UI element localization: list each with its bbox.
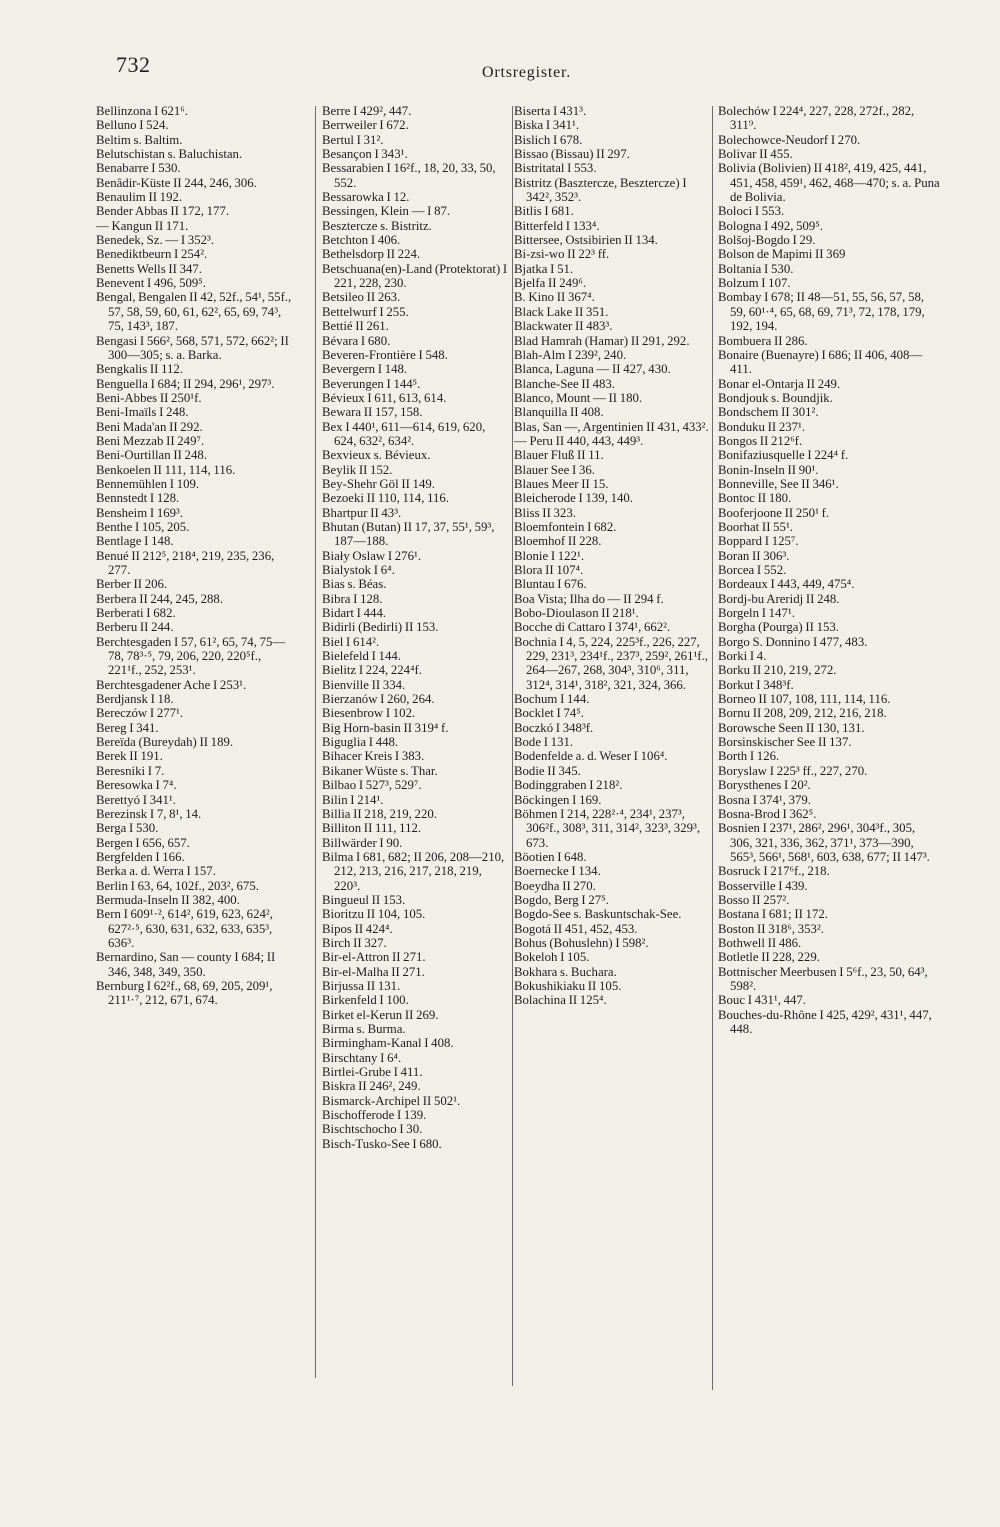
column-divider [512,106,513,1386]
index-entry: Bongos II 212⁶f. [718,433,803,448]
index-entry: Blora II 107⁴. [514,563,584,577]
index-entry: Bilma I 681, 682; II 206, 208—210, 212, 213, 216, 217, 218, 219, 220³. [322,849,505,893]
index-entry: Bodenfelde a. d. Weser I 106⁴. [514,749,668,764]
index-entry: Beni-Imaïls I 248. [96,405,189,420]
index-column-3 [514,104,714,1008]
index-entry: Bissao (Bissau) II 297. [514,147,630,162]
page-number: 732 [116,52,151,77]
index-entry: Bonaire (Buenayre) I 686; II 406, 408—411. [718,347,923,377]
index-entry: Bolechów I 224⁴, 227, 228, 272f., 282, 311⁹. [718,104,915,133]
index-entry: Bitterfeld I 133⁴. [514,218,600,233]
index-entry: Bertul I 31². [322,132,384,147]
index-entry: Birschtany I 6⁴. [322,1050,402,1065]
index-entry: Bentlage I 148. [96,534,174,549]
index-entry: Bothwell II 486. [718,935,802,950]
index-entry: Bosna-Brod I 362⁵. [718,806,817,821]
index-entry: Borsinskischer See II 137. [718,735,852,750]
index-entry: Berchtesgaden I 57, 61², 65, 74, 75—78, 78³·⁵, 79, 206, 220, 220⁵f., 221¹f., 252, 253¹. [96,634,286,678]
index-entry: Bonifaziusquelle I 224⁴ f. [718,448,849,463]
index-entry: Borki I 4. [718,649,767,664]
index-entry: Bialystok I 6⁴. [322,563,395,577]
index-entry: Bombuera II 286. [718,333,808,348]
index-entry: Boa Vista; Ilha do — II 294 f. [514,591,664,606]
index-entry: Bitlis I 681. [514,204,574,219]
index-entry: Bolivia (Bolivien) II 418², 419, 425, 441, 451, 458, 459¹, 462, 468—470; s. a. Puna de Bolivia. [718,161,940,205]
index-entry: Bordj-bu Areridj II 248. [718,591,840,606]
index-entry: Black Lake II 351. [514,304,609,319]
index-entry: Bombay I 678; II 48—51, 55, 56, 57, 58, 59, 60¹·⁴, 65, 68, 69, 71³, 72, 178, 179, 192, 194. [718,290,925,334]
index-entry: Bondschem II 301². [718,405,819,420]
index-entry: Bocche di Cattaro I 374¹, 662². [514,620,671,635]
index-entry: Bellinzona I 621⁶. [96,104,188,118]
running-head: Ortsregister. [482,64,572,81]
index-entry: Bosna I 374¹, 379. [718,792,811,807]
index-entry: Bhartpur II 43³. [322,505,402,520]
index-column-2 [322,104,508,1151]
index-entry: Blanquilla II 408. [514,405,604,420]
index-entry: Bologna I 492, 509⁵. [718,218,823,233]
index-entry: Bergfelden I 166. [96,849,185,864]
index-entry: Biserta I 431³. [514,104,587,118]
index-entry: Bouc I 431¹, 447. [718,993,806,1008]
index-entry: Bolachina II 125⁴. [514,993,607,1008]
index-entry: Blanco, Mount — II 180. [514,390,643,405]
index-entry: Borcea I 552. [718,563,787,577]
index-entry: Bhutan (Butan) II 17, 37, 55¹, 59³, 187—188. [322,519,495,549]
index-entry: Bischofferode I 139. [322,1108,427,1123]
index-entry: Bikaner Wüste s. Thar. [322,763,438,778]
index-entry: Blanche-See II 483. [514,376,615,391]
index-entry: Bensheim I 169³. [96,505,184,520]
index-entry: Bias s. Béas. [322,577,387,592]
index-entry: Bloemfontein I 682. [514,519,617,534]
index-entry: Benguella I 684; II 294, 296¹, 297³. [96,376,275,391]
index-entry: Berka a. d. Werra I 157. [96,864,216,879]
index-entry: Biesenbrow I 102. [322,706,416,721]
index-entry: Bereczów I 277¹. [96,706,184,721]
index-entry: Bohus (Bohuslehn) I 598². [514,935,649,950]
index-entry: Bittersee, Ostsibirien II 134. [514,233,658,248]
index-entry: Bibra I 128. [322,591,383,606]
index-entry: Betschuana(en)-Land (Protektorat) I 221, 228, 230. [322,261,508,291]
index-entry: Bereïda (Bureydah) II 189. [96,735,234,750]
index-entry: Boryslaw I 225³ ff., 227, 270. [718,763,868,778]
index-entry: Borneo II 107, 108, 111, 114, 116. [718,692,891,707]
index-entry: Bilbao I 527³, 529⁷. [322,778,422,793]
index-entry: Berrweiler I 672. [322,118,409,133]
index-entry: Blas, San —, Argentinien II 431, 433². [514,419,709,434]
index-entry: Berdjansk I 18. [96,692,174,707]
index-entry: Berlin I 63, 64, 102f., 203², 675. [96,878,259,893]
index-entry: Bosserville I 439. [718,878,808,893]
index-entry: Biały Oslaw I 276¹. [322,548,422,563]
index-entry: Beni-Abbes II 250¹f. [96,390,202,405]
index-entry: Bienville II 334. [322,677,406,692]
index-entry: Beni Mada'an II 292. [96,419,203,434]
index-entry: Blanca, Laguna — II 427, 430. [514,362,671,377]
index-entry: Boernecke I 134. [514,864,601,879]
index-entry: Bisch-Tusko-See I 680. [322,1136,442,1151]
index-entry: Boorhat II 55¹. [718,519,793,534]
index-entry: Beresniki I 7. [96,763,165,778]
index-entry: Belluno I 524. [96,118,169,133]
index-entry: Bernburg I 62²f., 68, 69, 205, 209¹, 211¹·⁷, 212, 671, 674. [96,978,273,1008]
index-entry: Benâdir-Küste II 244, 246, 306. [96,175,257,190]
index-entry: Bonin-Inseln II 90¹. [718,462,819,477]
index-entry: Blonie I 122¹. [514,548,585,563]
index-entry: Billia II 218, 219, 220. [322,806,437,821]
index-entry: Bjatka I 51. [514,261,574,276]
index-entry: Beveren-Frontière I 548. [322,347,448,362]
index-entry: Bernardino, San — county I 684; II 346, 348, 349, 350. [96,950,276,979]
index-entry: Bordeaux I 443, 449, 475⁴. [718,577,855,592]
index-entry: Billiton II 111, 112. [322,821,422,836]
index-entry: Berberati I 682. [96,606,176,621]
index-entry: Bischtschocho I 30. [322,1122,423,1137]
index-entry: Boczkó I 348³f. [514,720,594,735]
index-entry: Bioritzu II 104, 105. [322,907,426,922]
index-entry: Bode I 131. [514,735,574,750]
index-entry: Bocklet I 74⁵. [514,706,584,721]
index-entry: Berberu II 244. [96,620,174,635]
index-entry: Benkoelen II 111, 114, 116. [96,462,236,477]
index-entry: Beltim s. Baltim. [96,132,183,147]
index-entry: Bennstedt I 128. [96,491,180,506]
index-entry: Bluntau I 676. [514,577,587,592]
index-entry: Bewara II 157, 158. [322,405,423,420]
index-entry: Berbera II 244, 245, 288. [96,591,223,606]
index-entry: Bender Abbas II 172, 177. [96,204,230,219]
index-entry: Bokhara s. Buchara. [514,964,617,979]
index-entry: B. Kino II 367⁴. [514,290,595,305]
index-entry: Bodinggraben I 218². [514,778,623,793]
index-entry: Bjelfa II 249⁶. [514,276,587,291]
index-entry: Bislich I 678. [514,132,583,147]
index-entry: Borkut I 348³f. [718,677,794,692]
index-entry: Bey-Shehr Göl II 149. [322,476,435,491]
index-entry: Bessarowka I 12. [322,190,410,205]
index-entry: Borgha (Pourga) II 153. [718,620,840,635]
index-entry: Bochnia I 4, 5, 224, 225³f., 226, 227, 229, 231³, 234¹f., 237³, 259², 261¹f., 264—267, 268, 304³, 310⁶, 311, 312⁴, 314¹, 318², 321, 324, 366. [514,634,708,692]
column-divider [315,106,316,1378]
index-entry: Bidart I 444. [322,606,387,621]
index-entry: Bosso II 257². [718,892,790,907]
index-entry: Bondjouk s. Boundjik. [718,390,833,405]
index-entry: Borgo S. Donnino I 477, 483. [718,634,868,649]
index-entry: Berettyó I 341¹. [96,792,176,807]
index-entry: Boloci I 553. [718,204,785,219]
index-entry: Bobo-Dioulason II 218¹. [514,606,639,621]
index-entry: Bettelwurf I 255. [322,304,409,319]
index-entry: Bogotá II 451, 452, 453. [514,921,638,936]
index-entry: Betchton I 406. [322,233,401,248]
index-entry: Böckingen I 169. [514,792,602,807]
index-entry: Biguglia I 448. [322,735,399,750]
index-entry: Borysthenes I 20². [718,778,811,793]
index-entry: Bochum I 144. [514,692,590,707]
index-entry: Blad Hamrah (Hamar) II 291, 292. [514,333,690,348]
index-entry: Benaulim II 192. [96,190,183,205]
index-entry: Boeydha II 270. [514,878,596,893]
index-entry: Boston II 318⁶, 353². [718,921,824,936]
index-entry: Bostana I 681; II 172. [718,907,828,922]
index-entry: Bern I 609¹·², 614², 619, 623, 624², 627²·⁵, 630, 631, 632, 633, 635³, 636³. [96,907,273,950]
index-entry: Belutschistan s. Baluchistan. [96,147,243,162]
index-entry: Bloemhof II 228. [514,534,602,549]
index-entry: Bonar el-Ontarja II 249. [718,376,841,391]
index-entry: Borgeln I 147¹. [718,606,795,621]
index-entry: Big Horn-basin II 319⁴ f. [322,720,449,735]
index-entry: Berga I 530. [96,821,159,836]
index-entry: Benediktbeurn I 254². [96,247,208,262]
index-entry: Blauer Fluß II 11. [514,448,604,463]
index-entry: Bornu II 208, 209, 212, 216, 218. [718,706,887,721]
index-entry: Bennemühlen I 109. [96,476,200,491]
index-entry: Berber II 206. [96,577,168,592]
index-entry: Blauer See I 36. [514,462,595,477]
index-entry: Bielitz I 224, 224⁴f. [322,663,422,678]
index-entry: Böhmen I 214, 228²·⁴, 234¹, 237³, 306²f., 308³, 311, 314², 323³, 329³, 673. [514,806,701,850]
index-entry: Bereg I 341. [96,720,159,735]
index-entry: Bingueul II 153. [322,892,406,907]
index-entry: Bontoc II 180. [718,491,792,506]
index-entry: Birket el-Kerun II 269. [322,1007,439,1022]
index-entry: Blah-Alm I 239², 240. [514,347,627,362]
index-entry: Borowsche Seen II 130, 131. [718,720,865,735]
index-entry: Blackwater II 483³. [514,319,613,334]
index-entry: Bihacer Kreis I 383. [322,749,425,764]
index-entry: Biskra II 246², 249. [322,1079,421,1094]
index-entry: Bonduku II 237¹. [718,419,806,434]
index-entry: Bolson de Mapimi II 369 [718,247,846,262]
index-entry: Bismarck-Archipel II 502¹. [322,1093,461,1108]
index-entry: Berchtesgadener Ache I 253¹. [96,677,247,692]
index-entry: Benedek, Sz. — I 352³. [96,233,215,248]
index-entry: Bir-el-Attron II 271. [322,950,426,965]
index-entry: Bolšoj-Bogdo I 29. [718,233,816,248]
index-entry: Birjussa II 131. [322,978,401,993]
index-entry: Billwärder I 90. [322,835,403,850]
index-entry: Bengkalis II 112. [96,362,184,377]
index-entry: Borku II 210, 219, 272. [718,663,837,678]
index-entry: Bevergern I 148. [322,362,408,377]
index-entry: Birma s. Burma. [322,1022,406,1036]
index-entry: Böotien I 648. [514,849,587,864]
index-entry: Betsileo II 263. [322,290,401,305]
index-entry: Bleicherode I 139, 140. [514,491,633,506]
index-entry: Beverungen I 144⁵. [322,376,421,391]
index-entry: Bokeloh I 105. [514,950,590,965]
index-column-4 [718,104,940,1036]
index-entry: Bex I 440¹, 611—614, 619, 620, 624, 632², 634². [322,419,486,448]
index-entry: Bouches-du-Rhône I 425, 429², 431¹, 447, 448. [718,1007,932,1036]
index-entry: Bergen I 656, 657. [96,835,190,850]
index-entry: Bistritatal I 553. [514,161,597,176]
index-entry: Benué II 212⁵, 218⁴, 219, 235, 236, 277. [96,548,275,577]
index-entry: Benthe I 105, 205. [96,519,190,534]
index-entry: Bermuda-Inseln II 382, 400. [96,892,240,907]
index-entry: Bengal, Bengalen II 42, 52f., 54¹, 55f., 57, 58, 59, 60, 61, 62², 65, 69, 74³, 75, 143³, 187. [96,290,292,334]
index-entry: Beylik II 152. [322,462,393,477]
index-entry: Besançon I 343¹. [322,147,408,162]
index-entry: Bipos II 424⁴. [322,921,393,936]
index-entry: Bévara I 680. [322,333,391,348]
index-entry: Bidirli (Bedirli) II 153. [322,620,439,635]
index-entry: — Peru II 440, 443, 449³. [514,433,644,448]
index-entry: Bonneville, See II 346¹. [718,476,839,491]
index-entry: Borth I 126. [718,749,780,764]
index-entry: Bosruck I 217⁶f., 218. [718,864,830,879]
index-entry: Beni Mezzab II 249⁷. [96,433,205,448]
index-entry: Beresowka I 7⁴. [96,778,177,793]
index-entry: Biska I 341¹. [514,118,580,133]
index-entry: Bir-el-Malha II 271. [322,964,425,979]
index-entry: Bexvieux s. Bévieux. [322,448,431,463]
index-entry: Bokushikiaku II 105. [514,978,622,993]
index-entry: Blaues Meer II 15. [514,476,609,491]
index-entry: Bogdo, Berg I 27⁵. [514,892,609,907]
index-entry: Boppard I 125⁷. [718,534,799,549]
index-column-1 [96,104,296,1008]
index-entry: Bodie II 345. [514,763,581,778]
index-entry: Bengasi I 566², 568, 571, 572, 662²; II 300—305; s. a. Barka. [96,333,289,362]
index-entry: Bistritz (Baszterczе, Beszterczе) I 342², 352³. [514,175,687,205]
index-entry: Bolechowce-Neudorf I 270. [718,132,861,147]
index-entry: Bezoeki II 110, 114, 116. [322,491,450,506]
index-entry: Berezinsk I 7, 8¹, 14. [96,806,202,821]
index-entry: Booferjoone II 250¹ f. [718,505,830,520]
index-entry: Birch II 327. [322,935,387,950]
index-entry: Bessingen, Klein — I 87. [322,204,451,219]
index-entry: Bettié II 261. [322,319,389,334]
index-entry: Bévieux I 611, 613, 614. [322,390,447,405]
index-entry: Benabarre I 530. [96,161,181,176]
index-entry: Birkenfeld I 100. [322,993,409,1008]
index-entry: Biel I 614². [322,634,380,649]
index-entry: Birmingham-Kanal I 408. [322,1036,454,1051]
index-entry: Birtlei-Grube I 411. [322,1065,423,1080]
index-entry: Berre I 429², 447. [322,104,412,118]
index-entry: Bi-zsi-wo II 22³ ff. [514,247,610,262]
index-entry: Bogdo-See s. Baskuntschak-See. [514,907,682,922]
index-entry: Bolivar II 455. [718,147,793,162]
index-entry: Boran II 306³. [718,548,790,563]
index-entry: Bierzanów I 260, 264. [322,692,435,707]
index-entry: Botletle II 228, 229. [718,950,820,965]
index-entry: — Kangun II 171. [96,218,189,233]
index-entry: Benevent I 496, 509⁵. [96,276,206,291]
index-entry: Bielefeld I 144. [322,649,401,664]
index-entry: Boltania I 530. [718,261,794,276]
index-entry: Beni-Ourtillan II 248. [96,448,207,463]
index-entry: Bottnischer Meerbusen I 5⁶f., 23, 50, 64³, 598². [718,964,928,993]
index-entry: Berek II 191. [96,749,163,764]
index-entry: Bosnien I 237¹, 286², 296¹, 304³f., 305, 306, 321, 336, 362, 371¹, 373—390, 565³, 566¹, 568¹, 603, 638, 677; II 147³. [718,821,930,864]
index-entry: Besztercze s. Bistritz. [322,218,432,233]
index-entry: Bessarabien I 16²f., 18, 20, 33, 50, 552. [322,161,496,190]
index-entry: Benetts Wells II 347. [96,261,202,276]
index-entry: Bethelsdorp II 224. [322,247,421,262]
index-entry: Bolzum I 107. [718,276,791,291]
index-entry: Bliss II 323. [514,505,576,520]
index-entry: Bilin I 214¹. [322,792,384,807]
